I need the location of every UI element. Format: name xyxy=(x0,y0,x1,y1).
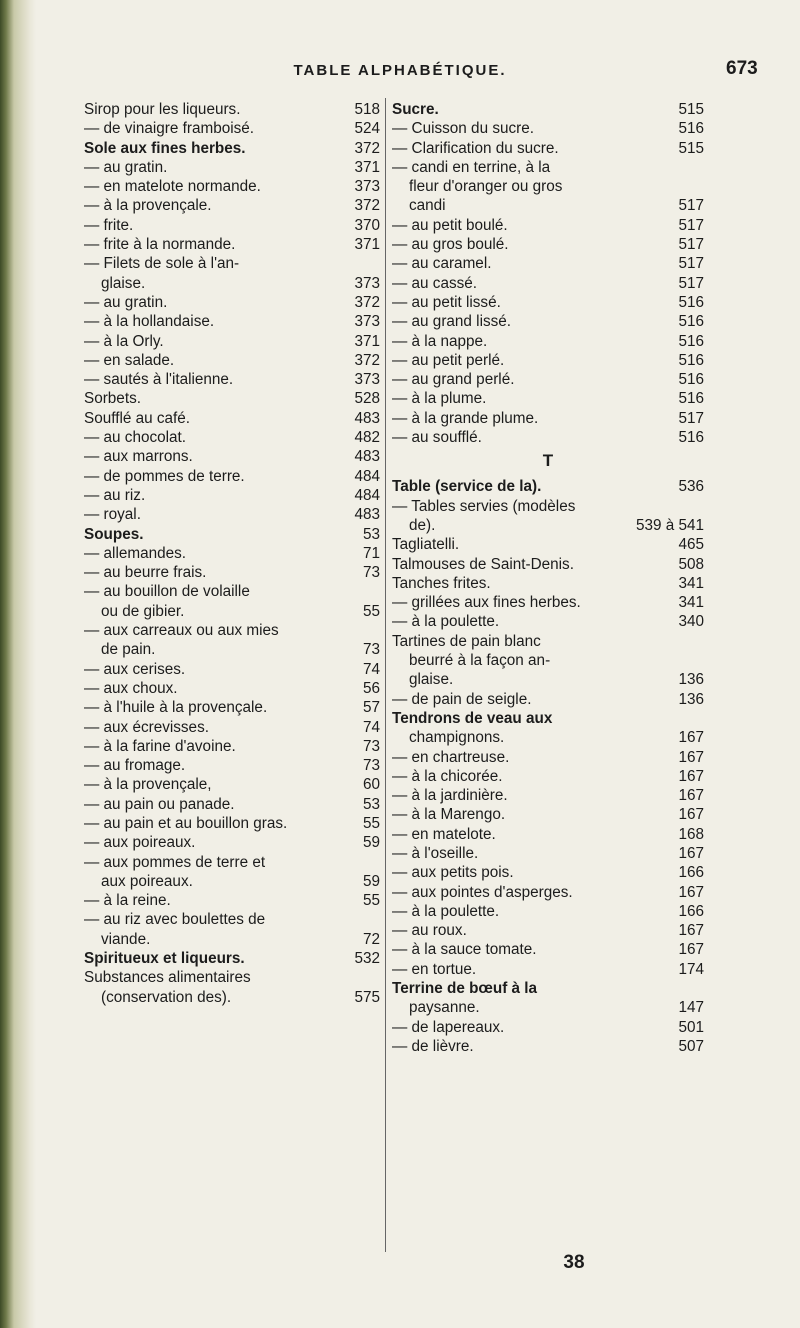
index-entry xyxy=(84,505,380,524)
index-entry xyxy=(392,632,704,651)
index-page-ref: 372 xyxy=(354,139,380,157)
index-page-ref: 373 xyxy=(354,371,380,389)
index-term: — de pain de seigle. xyxy=(392,690,532,708)
index-term: — à la jardinière. xyxy=(392,787,508,805)
index-term: — au grand lissé. xyxy=(392,313,512,331)
index-entry xyxy=(84,775,380,794)
index-entry xyxy=(392,235,704,254)
index-term: — aux petits pois. xyxy=(392,864,514,882)
index-entry xyxy=(392,786,704,805)
index-entry xyxy=(84,196,380,215)
index-entry xyxy=(84,640,380,659)
index-entry xyxy=(392,863,704,882)
index-entry xyxy=(392,409,704,428)
index-entry xyxy=(84,660,380,679)
index-entry xyxy=(84,679,380,698)
index-page-ref: 167 xyxy=(678,729,704,747)
index-term: Table (service de la). xyxy=(392,478,542,496)
index-term: paysanne. xyxy=(392,999,480,1017)
index-term: — au roux. xyxy=(392,922,467,940)
index-entry xyxy=(392,921,704,940)
index-term: — à la provençale. xyxy=(84,197,212,215)
index-page-ref: 53 xyxy=(362,525,380,543)
index-page-ref: 373 xyxy=(354,313,380,331)
index-term: — au soufflé. xyxy=(392,429,482,447)
index-entry xyxy=(84,486,380,505)
index-term: Spiritueux et liqueurs. xyxy=(84,950,245,968)
index-entry xyxy=(84,428,380,447)
index-entry xyxy=(392,612,704,631)
index-term: Sirop pour les liqueurs. xyxy=(84,101,241,118)
signature-mark: 38 xyxy=(563,1252,585,1273)
index-term: — au petit perlé. xyxy=(392,351,505,369)
index-entry xyxy=(392,477,704,496)
index-term: — au riz. xyxy=(84,486,146,504)
index-page-ref: 167 xyxy=(678,748,704,766)
index-page-ref: 465 xyxy=(678,536,704,554)
index-entry xyxy=(392,574,704,593)
index-term: — à la hollandaise. xyxy=(84,313,215,331)
index-entry xyxy=(392,767,704,786)
index-entry xyxy=(84,718,380,737)
index-page-ref: 516 xyxy=(678,293,704,311)
index-entry xyxy=(392,497,704,516)
index-page-ref: 372 xyxy=(354,351,380,369)
index-entry xyxy=(392,139,704,158)
index-entry xyxy=(392,177,704,196)
index-term: candi xyxy=(392,197,446,215)
index-term: — au riz avec boulettes de xyxy=(84,911,266,929)
index-term: — aux carreaux ou aux mies xyxy=(84,622,279,640)
index-entry xyxy=(84,949,380,968)
index-entry xyxy=(84,930,380,949)
index-page-ref: 166 xyxy=(678,902,704,920)
index-page-ref: 484 xyxy=(354,467,380,485)
index-entry xyxy=(392,274,704,293)
index-term: — Cuisson du sucre. xyxy=(392,120,534,138)
index-term: Soufflé au café. xyxy=(84,409,191,427)
index-term: — aux poireaux. xyxy=(84,834,196,852)
index-page-ref: 517 xyxy=(678,255,704,273)
index-column-right xyxy=(392,100,704,1056)
index-term: — au pain ou panade. xyxy=(84,795,235,813)
index-page-ref: 482 xyxy=(354,429,380,447)
index-entry xyxy=(392,960,704,979)
index-term: — de pommes de terre. xyxy=(84,467,245,485)
index-entry xyxy=(84,910,380,929)
index-entry xyxy=(84,563,380,582)
index-entry xyxy=(84,795,380,814)
index-entry xyxy=(392,158,704,177)
index-page-ref: 517 xyxy=(678,216,704,234)
index-entry xyxy=(392,998,704,1017)
index-entry xyxy=(392,844,704,863)
index-page-ref: 167 xyxy=(678,767,704,785)
index-entry xyxy=(84,814,380,833)
index-entry xyxy=(84,274,380,293)
index-term: Tendrons de veau aux xyxy=(392,709,553,727)
index-term: Tartines de pain blanc xyxy=(392,632,541,650)
index-page-ref: 73 xyxy=(362,757,380,775)
index-entry xyxy=(392,516,704,535)
index-term: Talmouses de Saint-Denis. xyxy=(392,555,574,573)
index-term: — frite à la normande. xyxy=(84,236,236,254)
index-term: glaise. xyxy=(392,671,454,689)
running-header-title: TABLE ALPHABÉTIQUE. xyxy=(293,62,507,79)
index-entry xyxy=(392,670,704,689)
index-term: — à la reine. xyxy=(84,892,171,910)
index-term: Terrine de bœuf à la xyxy=(392,980,538,998)
index-term: aux poireaux. xyxy=(84,872,193,890)
index-term: — de vinaigre framboisé. xyxy=(84,120,255,138)
index-term: — au beurre frais. xyxy=(84,564,207,582)
index-page-ref: 524 xyxy=(354,120,380,138)
index-term: — au cassé. xyxy=(392,274,478,292)
index-term: — au petit lissé. xyxy=(392,293,501,311)
index-term: — à l'huile à la provençale. xyxy=(84,699,268,717)
index-page-ref: 60 xyxy=(362,776,380,794)
index-entry xyxy=(392,690,704,709)
index-entry xyxy=(84,370,380,389)
index-page-ref: 483 xyxy=(354,506,380,524)
index-page-ref: 517 xyxy=(678,236,704,254)
index-entry xyxy=(84,100,380,119)
index-page-ref: 341 xyxy=(678,574,704,592)
index-term: viande. xyxy=(84,930,151,948)
index-entry xyxy=(84,332,380,351)
index-entry xyxy=(392,351,704,370)
index-entry xyxy=(84,988,380,1007)
index-page-ref: 340 xyxy=(678,613,704,631)
index-entry xyxy=(84,544,380,563)
index-term: — de lièvre. xyxy=(392,1037,474,1055)
index-page-ref: 74 xyxy=(362,718,380,736)
index-entry xyxy=(84,698,380,717)
index-page-ref: 539 à 541 xyxy=(635,516,704,534)
index-page-ref: 56 xyxy=(362,679,380,697)
index-page-ref: 371 xyxy=(354,158,380,176)
index-term: — à la poulette. xyxy=(392,902,500,920)
index-term: Tagliatelli. xyxy=(392,536,460,554)
index-term: — grillées aux fines herbes. xyxy=(392,594,581,612)
index-entry xyxy=(392,979,704,998)
index-term: Substances alimentaires xyxy=(84,969,251,987)
index-entry xyxy=(392,254,704,273)
index-term: — en tortue. xyxy=(392,960,477,978)
index-term: — aux marrons. xyxy=(84,448,193,466)
index-term: — à la farine d'avoine. xyxy=(84,737,236,755)
index-entry xyxy=(392,196,704,215)
index-entry xyxy=(392,825,704,844)
index-page-ref: 57 xyxy=(362,699,380,717)
index-entry xyxy=(84,389,380,408)
index-entry xyxy=(84,119,380,138)
index-term: — au gratin. xyxy=(84,158,168,176)
index-entry xyxy=(392,883,704,902)
index-term: — Filets de sole à l'an- xyxy=(84,255,240,273)
index-term: — au caramel. xyxy=(392,255,492,273)
index-term: Sucre. xyxy=(392,101,439,118)
index-term: — à la poulette. xyxy=(392,613,500,631)
index-term: — au fromage. xyxy=(84,757,186,775)
index-term: — à l'oseille. xyxy=(392,844,479,862)
index-term: — Clarification du sucre. xyxy=(392,139,559,157)
index-page-ref: 73 xyxy=(362,564,380,582)
index-term: champignons. xyxy=(392,729,505,747)
index-page-ref: 372 xyxy=(354,197,380,215)
index-term: — de lapereaux. xyxy=(392,1018,505,1036)
index-page-ref: 516 xyxy=(678,429,704,447)
index-page-ref: 167 xyxy=(678,844,704,862)
index-page-ref: 575 xyxy=(354,988,380,1006)
index-term: Soupes. xyxy=(84,525,144,543)
index-page-ref: 507 xyxy=(678,1037,704,1055)
index-page-ref: 73 xyxy=(362,641,380,659)
index-page-ref: 168 xyxy=(678,825,704,843)
index-term: — aux pommes de terre et xyxy=(84,853,266,871)
index-page-ref: 515 xyxy=(678,139,704,157)
index-entry xyxy=(84,872,380,891)
index-entry xyxy=(392,902,704,921)
index-page-ref: 59 xyxy=(362,834,380,852)
index-entry xyxy=(392,748,704,767)
index-term: — frite. xyxy=(84,216,134,234)
index-entry xyxy=(392,216,704,235)
index-term: — sautés à l'italienne. xyxy=(84,371,234,389)
index-term: — à la grande plume. xyxy=(392,409,539,427)
index-entry xyxy=(392,100,704,119)
index-page-ref: 167 xyxy=(678,922,704,940)
index-page-ref: 71 xyxy=(362,544,380,562)
index-entry xyxy=(84,467,380,486)
index-term: — au grand perlé. xyxy=(392,371,515,389)
index-entry xyxy=(84,621,380,640)
section-letter: T xyxy=(542,451,554,471)
column-divider xyxy=(385,98,386,1252)
index-term: — au bouillon de volaille xyxy=(84,583,250,601)
page-number: 673 xyxy=(726,58,758,79)
index-column-left xyxy=(84,100,380,1007)
index-term: — au petit boulé. xyxy=(392,216,508,234)
index-page-ref: 483 xyxy=(354,409,380,427)
index-term: — au gratin. xyxy=(84,293,168,311)
index-entry xyxy=(392,1037,704,1056)
index-page-ref: 515 xyxy=(678,101,704,118)
index-entry xyxy=(392,535,704,554)
index-entry xyxy=(392,709,704,728)
index-term: — à la provençale, xyxy=(84,776,212,794)
index-page-ref: 55 xyxy=(362,814,380,832)
index-page-ref: 341 xyxy=(678,594,704,612)
index-entry xyxy=(392,593,704,612)
index-entry xyxy=(392,119,704,138)
index-page-ref: 516 xyxy=(678,351,704,369)
index-term: — allemandes. xyxy=(84,544,187,562)
index-term: fleur d'oranger ou gros xyxy=(392,178,563,196)
index-term: — aux cerises. xyxy=(84,660,186,678)
index-entry xyxy=(84,853,380,872)
index-entry xyxy=(84,447,380,466)
index-term: — en matelote normande. xyxy=(84,178,261,196)
index-entry xyxy=(392,1018,704,1037)
index-page-ref: 528 xyxy=(354,390,380,408)
index-page-ref: 370 xyxy=(354,216,380,234)
index-page-ref: 136 xyxy=(678,671,704,689)
index-page-ref: 167 xyxy=(678,883,704,901)
index-page-ref: 147 xyxy=(678,999,704,1017)
index-page-ref: 371 xyxy=(354,236,380,254)
index-entry xyxy=(84,254,380,273)
index-term: — aux choux. xyxy=(84,679,178,697)
index-page-ref: 516 xyxy=(678,332,704,350)
index-page-ref: 373 xyxy=(354,274,380,292)
index-term: ou de gibier. xyxy=(84,602,185,620)
index-entry xyxy=(84,158,380,177)
index-term: — au pain et au bouillon gras. xyxy=(84,814,288,832)
index-term: — candi en terrine, à la xyxy=(392,158,551,176)
index-entry xyxy=(392,332,704,351)
index-page-ref: 373 xyxy=(354,178,380,196)
index-page-ref: 518 xyxy=(354,101,380,118)
index-page-ref: 501 xyxy=(678,1018,704,1036)
index-entry xyxy=(392,728,704,747)
index-page-ref: 167 xyxy=(678,787,704,805)
index-entry xyxy=(392,312,704,331)
index-page-ref: 59 xyxy=(362,872,380,890)
index-term: — au gros boulé. xyxy=(392,236,509,254)
index-page-ref: 167 xyxy=(678,941,704,959)
index-term: beurré à la façon an- xyxy=(392,652,551,670)
index-entry xyxy=(84,968,380,987)
index-page-ref: 372 xyxy=(354,293,380,311)
index-entry xyxy=(392,370,704,389)
index-page-ref: 371 xyxy=(354,332,380,350)
index-entry xyxy=(84,525,380,544)
index-page-ref: 483 xyxy=(354,448,380,466)
index-term: — à la sauce tomate. xyxy=(392,941,537,959)
index-term: — au chocolat. xyxy=(84,429,187,447)
index-page-ref: 136 xyxy=(678,690,704,708)
index-page-ref: 73 xyxy=(362,737,380,755)
index-page-ref: 484 xyxy=(354,486,380,504)
index-entry xyxy=(392,428,704,447)
index-page-ref: 53 xyxy=(362,795,380,813)
book-binding-edge xyxy=(0,0,36,1328)
index-page-ref: 174 xyxy=(678,960,704,978)
index-term: de). xyxy=(392,516,436,534)
index-term: Sole aux fines herbes. xyxy=(84,139,246,157)
index-term: — Tables servies (modèles xyxy=(392,497,576,515)
index-page-ref: 516 xyxy=(678,120,704,138)
index-term: — à la Orly. xyxy=(84,332,164,350)
index-term: (conservation des). xyxy=(84,988,232,1006)
index-page-ref: 166 xyxy=(678,864,704,882)
index-entry xyxy=(84,216,380,235)
index-entry xyxy=(84,177,380,196)
index-entry xyxy=(84,139,380,158)
index-entry xyxy=(392,940,704,959)
index-term: — royal. xyxy=(84,506,141,524)
index-entry xyxy=(84,602,380,621)
index-page-ref: 167 xyxy=(678,806,704,824)
index-entry xyxy=(84,833,380,852)
index-entry xyxy=(392,389,704,408)
index-entry xyxy=(84,293,380,312)
index-page-ref: 72 xyxy=(362,930,380,948)
index-page-ref: 517 xyxy=(678,274,704,292)
index-term: Tanches frites. xyxy=(392,574,491,592)
index-entry xyxy=(84,312,380,331)
index-term: — aux écrevisses. xyxy=(84,718,209,736)
index-term: — en matelote. xyxy=(392,825,496,843)
index-term: — en chartreuse. xyxy=(392,748,510,766)
index-entry xyxy=(84,235,380,254)
index-entry xyxy=(84,351,380,370)
index-page-ref: 74 xyxy=(362,660,380,678)
index-entry xyxy=(84,409,380,428)
index-term: Sorbets. xyxy=(84,390,141,408)
index-term: — à la plume. xyxy=(392,390,487,408)
index-page-ref: 536 xyxy=(678,478,704,496)
index-page-ref: 516 xyxy=(678,313,704,331)
index-page-ref: 532 xyxy=(354,950,380,968)
index-entry xyxy=(392,293,704,312)
index-page-ref: 517 xyxy=(678,197,704,215)
index-page-ref: 55 xyxy=(362,892,380,910)
index-entry xyxy=(84,737,380,756)
index-entry xyxy=(84,891,380,910)
index-page-ref: 516 xyxy=(678,371,704,389)
index-term: glaise. xyxy=(84,274,146,292)
index-page-ref: 508 xyxy=(678,555,704,573)
index-term: — à la Marengo. xyxy=(392,806,506,824)
index-page-ref: 517 xyxy=(678,409,704,427)
index-term: de pain. xyxy=(84,641,156,659)
index-entry xyxy=(84,582,380,601)
index-entry xyxy=(84,756,380,775)
index-page-ref: 516 xyxy=(678,390,704,408)
index-term: — à la nappe. xyxy=(392,332,488,350)
index-entry xyxy=(392,805,704,824)
index-page-ref: 55 xyxy=(362,602,380,620)
index-term: — à la chicorée. xyxy=(392,767,503,785)
index-entry xyxy=(392,555,704,574)
index-term: — en salade. xyxy=(84,351,175,369)
index-term: — aux pointes d'asperges. xyxy=(392,883,573,901)
index-entry xyxy=(392,651,704,670)
